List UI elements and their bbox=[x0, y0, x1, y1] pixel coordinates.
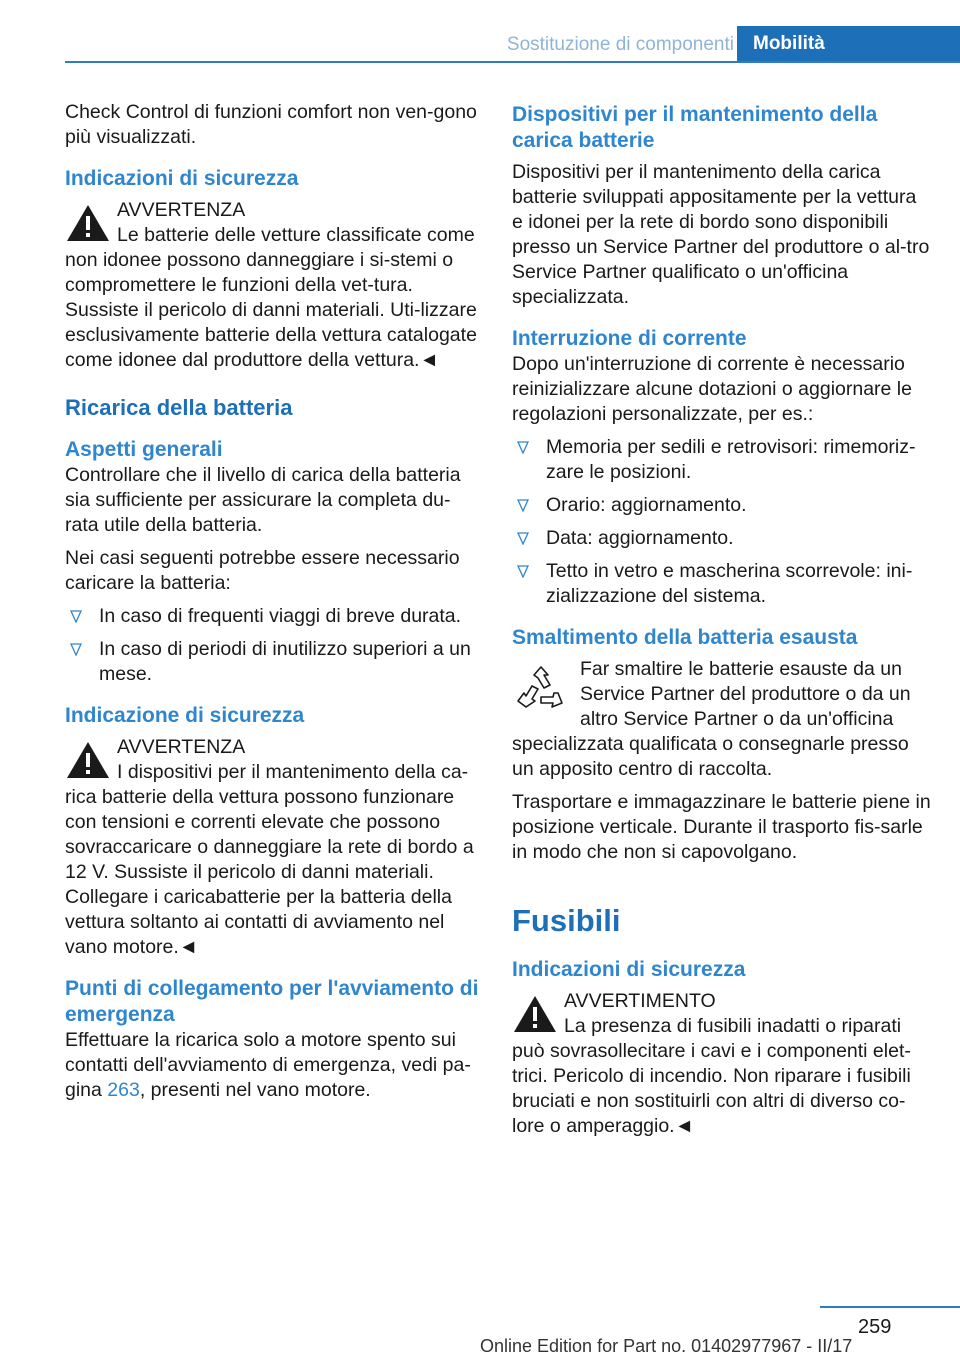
page-number: 259 bbox=[858, 1316, 892, 1338]
triangle-bullet-icon bbox=[517, 565, 529, 578]
power-paragraph: Dopo un'interruzione di corrente è necessario reinizializzare alcune dotazioni o aggiornare le regolazioni personalizzate, per es.: bbox=[512, 353, 912, 425]
header-section-title: Sostituzione di componenti bbox=[506, 34, 734, 55]
heading-safety-3: Indicazioni di sicurezza bbox=[512, 958, 746, 981]
list-item bbox=[512, 559, 932, 609]
page-link-263[interactable]: 263 bbox=[107, 1079, 140, 1101]
header-rule bbox=[65, 61, 960, 63]
list-item-text: Tetto in vetro e mascherina scorrevole: ini-zializzazione del sistema. bbox=[546, 560, 913, 607]
cases-list bbox=[65, 604, 480, 687]
triangle-bullet-icon bbox=[70, 643, 82, 656]
heading-safety-2: Indicazione di sicurezza bbox=[65, 704, 305, 727]
triangle-bullet-icon bbox=[517, 441, 529, 454]
triangle-bullet-icon bbox=[70, 610, 82, 623]
list-item bbox=[65, 637, 480, 687]
maintainers-paragraph: Dispositivi per il mantenimento della carica batterie sviluppati appositamente per la vettura e idonei per la rete di bordo sono disponibili presso un Service Partner del produttore o al-tro Service Partner qualificato o un'officina specializzata. bbox=[512, 161, 930, 308]
warning-text: Le batterie delle vetture classificate come non idonee possono danneggiare i si-stemi o compromettere le funzioni della vet-tura. Sussiste il pericolo di danni materiali. Uti-lizzare esclusivamente batterie della vettura catalogate come idonee dal produttore della vettura.◄ bbox=[65, 224, 477, 371]
heading-general: Aspetti generali bbox=[65, 438, 223, 461]
warning-title: AVVERTENZA bbox=[117, 199, 246, 221]
warning-block-1 bbox=[65, 198, 480, 373]
warning-block-3 bbox=[512, 989, 932, 1139]
heading-power-interruption: Interruzione di corrente bbox=[512, 327, 747, 350]
list-item-text: In caso di frequenti viaggi di breve durata. bbox=[99, 605, 462, 627]
warning-title: AVVERTIMENTO bbox=[564, 990, 716, 1012]
heading-disposal: Smaltimento della batteria esausta bbox=[512, 626, 858, 649]
cases-paragraph: Nei casi seguenti potrebbe essere necessario caricare la batteria: bbox=[65, 547, 460, 594]
list-item-text: Orario: aggiornamento. bbox=[546, 494, 747, 516]
list-item bbox=[512, 435, 932, 485]
jump-text-a: Effettuare la ricarica solo a motore spento sui contatti dell'avviamento di emergenza, vedi pa-gina bbox=[65, 1029, 471, 1101]
jump-paragraph bbox=[65, 1028, 480, 1103]
intro-paragraph: Check Control di funzioni comfort non ven-gono più visualizzati. bbox=[65, 101, 477, 148]
general-paragraph: Controllare che il livello di carica della batteria sia sufficiente per assicurare la completa du-rata utile della batteria. bbox=[65, 464, 461, 536]
left-column bbox=[65, 100, 480, 1111]
edition-footer: Online Edition for Part no. 01402977967 - II/17 bbox=[480, 1336, 853, 1356]
list-item bbox=[65, 604, 480, 629]
triangle-bullet-icon bbox=[517, 532, 529, 545]
disposal-block bbox=[512, 657, 932, 782]
warning-icon bbox=[65, 739, 111, 781]
heading-battery-charging: Ricarica della batteria bbox=[65, 395, 293, 420]
triangle-bullet-icon bbox=[517, 499, 529, 512]
transport-paragraph: Trasportare e immagazzinare le batterie piene in posizione verticale. Durante il trasporto fis-sarle in modo che non si capovolgano. bbox=[512, 791, 931, 863]
heading-fuses: Fusibili bbox=[512, 903, 621, 938]
jump-text-b: , presenti nel vano motore. bbox=[139, 1079, 371, 1101]
list-item-text: Memoria per sedili e retrovisori: rimemoriz-zare le posizioni. bbox=[546, 436, 916, 483]
warning-text: La presenza di fusibili inadatti o riparati può sovrasollecitare i cavi e i componenti elet-trici. Pericolo di incendio. Non riparare i fusibili bruciati e non sostituirli con altri di diverso co-lore o amperaggio.◄ bbox=[512, 1015, 911, 1137]
warning-title: AVVERTENZA bbox=[117, 736, 246, 758]
heading-safety-1: Indicazioni di sicurezza bbox=[65, 167, 299, 190]
heading-jump-start: Punti di collegamento per l'avviamento di emergenza bbox=[65, 977, 479, 1026]
warning-text: I dispositivi per il mantenimento della ca-rica batterie della vettura possono funzionare con tensioni e correnti elevate che possono sovraccaricare o danneggiare la rete di bordo a 12 V. Sussiste il pericolo di danni materiali. Collegare i caricabatterie per la batteria della vettura soltanto ai contatti di avviamento nel vano motore.◄ bbox=[65, 761, 474, 958]
power-list bbox=[512, 435, 932, 609]
list-item-text: Data: aggiornamento. bbox=[546, 527, 734, 549]
warning-icon bbox=[512, 993, 558, 1035]
right-column bbox=[512, 100, 932, 1147]
list-item bbox=[512, 493, 932, 518]
warning-block-2 bbox=[65, 735, 480, 960]
list-item-text: In caso di periodi di inutilizzo superiori a un mese. bbox=[99, 638, 471, 685]
heading-maintainers: Dispositivi per il mantenimento della carica batterie bbox=[512, 103, 878, 152]
list-item bbox=[512, 526, 932, 551]
recycle-icon bbox=[514, 663, 568, 717]
disposal-paragraph: Far smaltire le batterie esauste da un Service Partner del produttore o da un altro Service Partner o da un'officina specializzata qualificata o consegnarle presso un apposito centro di raccolta. bbox=[512, 658, 911, 780]
warning-icon bbox=[65, 202, 111, 244]
footer-rule bbox=[820, 1306, 960, 1308]
header-chapter-tab: Mobilità bbox=[737, 26, 960, 62]
